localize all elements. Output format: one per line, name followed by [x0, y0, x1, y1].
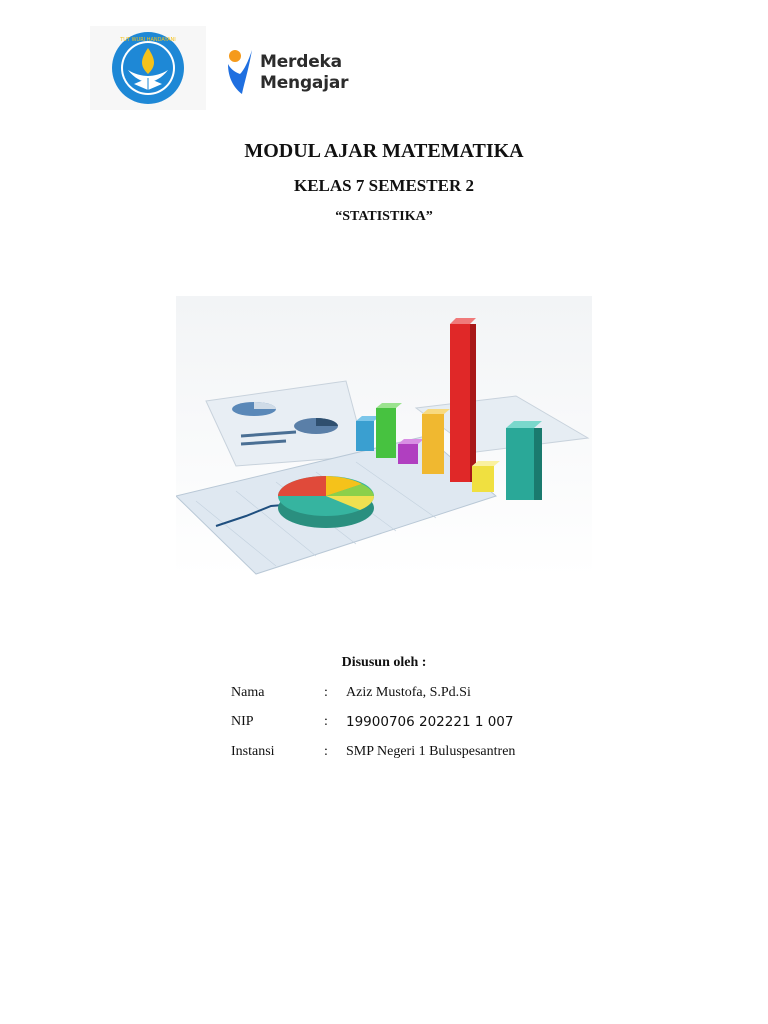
author-heading: Disusun oleh :	[341, 655, 427, 670]
merdeka-figure-icon	[218, 44, 258, 100]
row-label: Instansi	[231, 744, 275, 759]
merdeka-mengajar-logo	[218, 44, 358, 100]
row-value: 19900706 202221 1 007	[346, 714, 514, 730]
merdeka-text: Merdeka	[260, 52, 342, 72]
row-separator: :	[324, 714, 328, 729]
mengajar-text: Mengajar	[260, 73, 349, 93]
row-label: NIP	[231, 714, 254, 729]
emblem-ring-text: TUT WURI HANDAYANI	[120, 37, 176, 43]
statistics-illustration	[176, 296, 592, 577]
row-value: Aziz Mustofa, S.Pd.Si	[346, 685, 471, 700]
row-label: Nama	[231, 685, 265, 700]
tut-wuri-handayani-logo	[90, 26, 206, 110]
document-subtitle: KELAS 7 SEMESTER 2	[294, 176, 474, 195]
row-separator: :	[324, 744, 328, 759]
row-separator: :	[324, 685, 328, 700]
document-topic: “STATISTIKA”	[335, 209, 433, 224]
merdeka-mengajar-wordmark	[260, 52, 348, 94]
row-value: SMP Negeri 1 Buluspesantren	[346, 744, 516, 759]
document-title: MODUL AJAR MATEMATIKA	[244, 140, 524, 162]
tut-wuri-emblem-icon	[110, 28, 186, 108]
